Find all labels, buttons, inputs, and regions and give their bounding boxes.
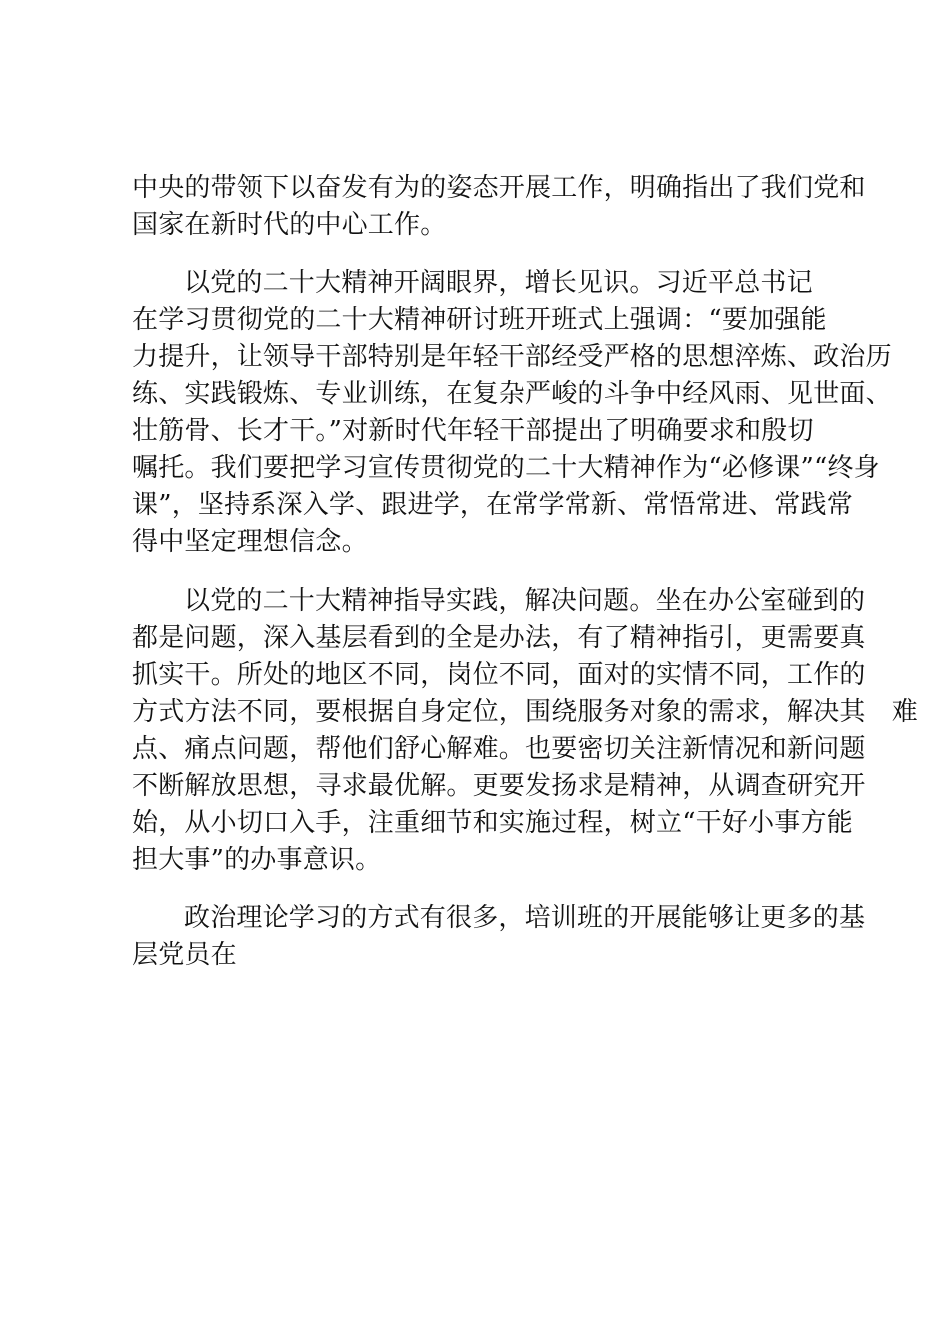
paragraph-line: 练、实践锻炼、专业训练，在复杂严峻的斗争中经风雨、见世面、 bbox=[132, 379, 892, 409]
paragraph-line: 嘱托。我们要把学习宣传贯彻党的二十大精神作为“必修课”“终身 bbox=[132, 453, 880, 483]
paragraph-4 bbox=[132, 900, 866, 974]
paragraph-line: 层党员在 bbox=[132, 940, 237, 970]
paragraph-line: 力提升，让领导干部特别是年轻干部经受严格的思想淬炼、政治历 bbox=[132, 342, 892, 372]
paragraph-line: 中央的带领下以奋发有为的姿态开展工作，明确指出了我们党和 bbox=[132, 173, 866, 203]
paragraph-line: 以党的二十大精神开阔眼界，增长见识。习近平总书记 bbox=[184, 268, 813, 298]
paragraph-line: 课”，坚持系深入学、跟进学，在常学常新、常悟常进、常践常 bbox=[132, 490, 853, 520]
paragraph-line: 担大事”的办事意识。 bbox=[132, 845, 382, 875]
paragraph-line: 都是问题，深入基层看到的全是办法，有了精神指引，更需要真 bbox=[132, 623, 866, 653]
paragraph-line: 抓实干。所处的地区不同，岗位不同，面对的实情不同，工作的 bbox=[132, 660, 866, 690]
paragraph-line: 在学习贯彻党的二十大精神研讨班开班式上强调：“要加强能 bbox=[132, 305, 827, 335]
paragraph-line: 国家在新时代的中心工作。 bbox=[132, 210, 447, 240]
paragraph-line: 不断解放思想，寻求最优解。更要发扬求是精神，从调查研究开 bbox=[132, 771, 866, 801]
paragraph-3 bbox=[132, 583, 919, 879]
paragraph-line: 得中坚定理想信念。 bbox=[132, 527, 368, 557]
paragraph-1 bbox=[132, 170, 866, 244]
paragraph-line: 始，从小切口入手，注重细节和实施过程，树立“干好小事方能 bbox=[132, 808, 853, 838]
paragraph-2 bbox=[132, 265, 892, 561]
paragraph-line: 点、痛点问题，帮他们舒心解难。也要密切关注新情况和新问题 bbox=[132, 734, 866, 764]
paragraph-line: 以党的二十大精神指导实践，解决问题。坐在办公室碰到的 bbox=[184, 586, 866, 616]
paragraph-line: 壮筋骨、长才干。”对新时代年轻干部提出了明确要求和殷切 bbox=[132, 416, 814, 446]
paragraph-line: 方式方法不同，要根据自身定位，围绕服务对象的需求，解决其 难 bbox=[132, 697, 919, 727]
paragraph-line: 政治理论学习的方式有很多，培训班的开展能够让更多的基 bbox=[184, 903, 866, 933]
